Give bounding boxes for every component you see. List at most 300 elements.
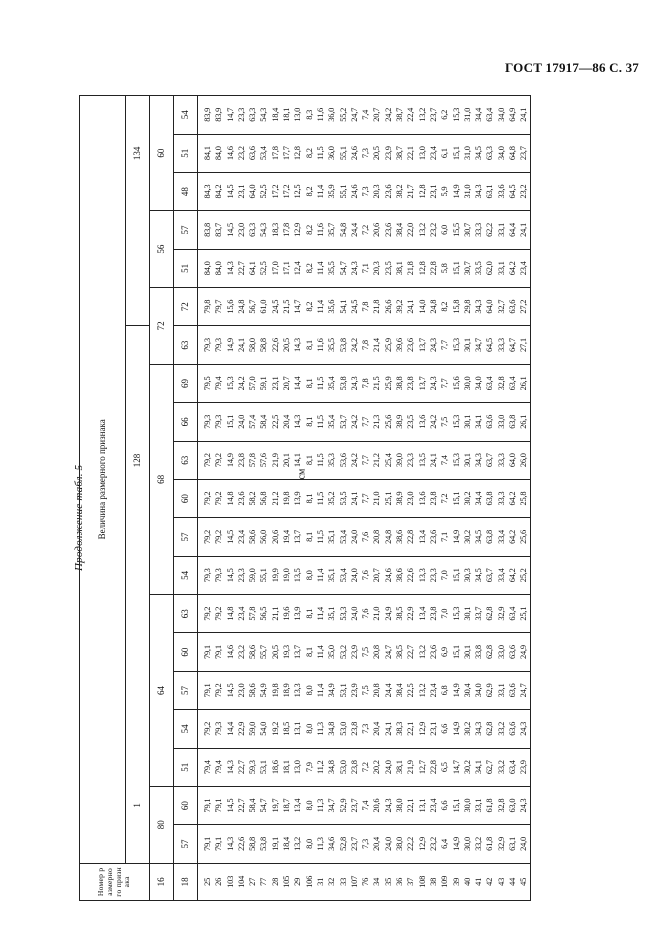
value-column-3-value: 23,9 xyxy=(519,760,529,775)
value-column-11 xyxy=(198,441,531,479)
value-column-18-value: 5,9 xyxy=(440,186,450,197)
row3-cell: 60 xyxy=(174,633,198,671)
value-column-17-value: 11,6 xyxy=(315,223,325,237)
value-column-7-value: 62,8 xyxy=(485,606,495,621)
value-column-18-value: 11,4 xyxy=(315,184,325,199)
value-column-15-value: 24,8 xyxy=(428,299,438,314)
value-column-12-value: 25,6 xyxy=(383,414,393,429)
value-column-13-value: 21,5 xyxy=(372,376,382,391)
value-column-6-value: 62,8 xyxy=(485,645,495,660)
value-column-7-value: 38,5 xyxy=(395,606,405,621)
value-column-12-value: 24,2 xyxy=(349,414,359,429)
feature-number-column-value: 76 xyxy=(361,877,371,886)
value-column-9-value: 13,4 xyxy=(417,530,427,544)
value-column-16-value: 35,5 xyxy=(327,261,337,276)
value-column-13-value: 79,4 xyxy=(214,376,224,391)
value-column-20-value: 38,7 xyxy=(395,107,405,122)
value-column-6-value: 13,7 xyxy=(293,645,303,660)
value-column-19-value: 20,5 xyxy=(372,146,382,161)
value-column-14-value: 25,9 xyxy=(383,338,393,353)
value-column-8-value: 63,7 xyxy=(485,568,495,583)
value-column-15-value: 21,5 xyxy=(282,299,292,314)
value-column-12-value: 7,5 xyxy=(440,416,450,427)
value-column-18 xyxy=(198,172,531,210)
value-column-5-value: 13,2 xyxy=(417,683,427,698)
value-column-20-value: 83,9 xyxy=(203,107,212,122)
value-column-8 xyxy=(198,556,531,594)
value-column-10-value: 30,2 xyxy=(462,491,472,506)
value-column-16-value: 52,5 xyxy=(259,261,269,276)
feature-number-column-value: 105 xyxy=(282,875,292,888)
value-column-9-value: 23,4 xyxy=(236,530,246,544)
value-column-2-value: 63,0 xyxy=(508,798,518,813)
value-column-18-value: 17,2 xyxy=(270,184,280,199)
value-column-1-value: 33,2 xyxy=(474,837,484,851)
value-column-15-value: 79,8 xyxy=(203,299,212,314)
value-column-1-value: 30,0 xyxy=(462,837,472,851)
value-column-20-value: 83,9 xyxy=(214,107,224,122)
value-column-13-value: 23,8 xyxy=(406,376,416,391)
value-column-18-value: 7,3 xyxy=(361,186,371,197)
value-column-2-value: 24,3 xyxy=(383,798,393,813)
value-column-11-value: 8,1 xyxy=(304,455,314,466)
value-column-12-value: 15,1 xyxy=(225,414,235,429)
value-column-13 xyxy=(198,364,531,402)
value-column-18-value: 64,5 xyxy=(508,184,518,199)
value-column-11-value: 15,3 xyxy=(451,453,461,468)
value-column-16 xyxy=(198,249,531,287)
value-column-4-value: 22,1 xyxy=(406,721,416,736)
value-column-1-value: 53,8 xyxy=(259,837,269,851)
value-column-15-value: 63,6 xyxy=(508,299,518,314)
value-column-10-value: 25,1 xyxy=(383,491,393,506)
value-column-12-value: 24,0 xyxy=(236,414,246,429)
value-column-6-value: 20,5 xyxy=(270,645,280,660)
value-column-13-value: 24,3 xyxy=(349,376,359,391)
value-column-20-value: 18,4 xyxy=(270,107,280,122)
value-column-9-value: 19,4 xyxy=(282,530,292,544)
feature-number-column-value: 106 xyxy=(304,875,314,888)
value-column-9-value: 79,2 xyxy=(214,530,224,544)
value-column-17 xyxy=(198,211,531,249)
value-column-19-value: 23,7 xyxy=(519,146,529,161)
value-column-14-value: 24,1 xyxy=(236,338,246,353)
value-column-1-value: 38,0 xyxy=(395,837,405,851)
value-column-14-value: 39,6 xyxy=(395,338,405,353)
feature-number-column-value: 38 xyxy=(428,877,438,886)
value-column-15-value: 14,0 xyxy=(417,299,427,314)
value-column-9-value: 24,0 xyxy=(349,530,359,544)
value-column-20-value: 54,3 xyxy=(259,107,269,122)
value-column-15-value: 32,7 xyxy=(496,299,506,314)
value-column-7-value: 13,4 xyxy=(417,606,427,621)
value-column-16-value: 12,4 xyxy=(293,261,303,276)
value-column-9-value: 7,1 xyxy=(440,532,450,542)
value-column-12-value: 38,9 xyxy=(395,414,405,429)
value-column-9-value: 33,4 xyxy=(496,530,506,544)
row2-68: 68 xyxy=(150,364,174,594)
value-column-10-value: 33,3 xyxy=(496,491,506,506)
value-column-17-value: 35,7 xyxy=(327,223,337,237)
value-column-14-value: 23,6 xyxy=(406,338,416,353)
value-column-19-value: 63,6 xyxy=(248,146,258,161)
value-column-7-value: 14,8 xyxy=(225,606,235,621)
units-label: см xyxy=(296,468,308,480)
value-column-8-value: 64,2 xyxy=(508,568,518,583)
value-column-20-value: 6,2 xyxy=(440,109,450,120)
value-column-3-value: 79,4 xyxy=(203,760,212,775)
value-column-11-value: 63,7 xyxy=(485,453,495,468)
value-column-20-value: 13,0 xyxy=(293,107,303,122)
value-column-17-value: 6,0 xyxy=(440,225,450,235)
feature-number-column-value: 36 xyxy=(395,877,405,886)
value-column-5-value: 6,8 xyxy=(440,685,450,696)
value-column-8-value: 25,2 xyxy=(519,568,529,583)
value-column-4-value: 22,9 xyxy=(236,721,246,736)
value-column-11-value: 20,1 xyxy=(282,453,292,468)
value-column-16-value: 64,1 xyxy=(248,261,258,276)
value-column-6-value: 79,1 xyxy=(214,645,224,660)
value-column-8-value: 11,4 xyxy=(315,568,325,583)
value-column-5-value: 7,5 xyxy=(361,685,371,696)
value-column-4-value: 18,5 xyxy=(282,721,292,736)
value-column-8-value: 19,9 xyxy=(270,568,280,583)
value-column-3-value: 6,5 xyxy=(440,762,450,773)
feature-number-column-value: 26 xyxy=(214,877,224,886)
value-column-4-value: 24,3 xyxy=(519,721,529,736)
value-column-4-value: 19,2 xyxy=(270,721,280,736)
value-column-8-value: 35,1 xyxy=(327,568,337,583)
value-column-18-value: 21,7 xyxy=(406,184,416,199)
value-column-19-value: 12,8 xyxy=(293,146,303,161)
group-label-128: 128 xyxy=(126,326,150,595)
value-column-3-value: 63,4 xyxy=(508,760,518,775)
value-column-7-value: 11,4 xyxy=(315,606,325,621)
value-column-14-value: 24,2 xyxy=(349,338,359,353)
value-column-16-value: 20,3 xyxy=(372,261,382,276)
value-column-4-value: 11,3 xyxy=(315,722,325,736)
value-column-20-value: 18,1 xyxy=(282,107,292,122)
value-column-6-value: 30,1 xyxy=(462,645,472,660)
value-column-19 xyxy=(198,134,531,172)
value-column-15-value: 29,8 xyxy=(462,299,472,314)
value-column-14-value: 24,3 xyxy=(428,338,438,353)
value-column-14-value: 53,8 xyxy=(338,338,348,353)
value-column-14-value: 27,1 xyxy=(519,338,529,353)
value-column-20-value: 15,3 xyxy=(451,107,461,122)
feature-number-column-value: 37 xyxy=(406,877,416,886)
value-column-11-value: 23,3 xyxy=(406,453,416,468)
value-column-10-value: 25,8 xyxy=(519,491,529,506)
value-column-5-value: 53,1 xyxy=(338,683,348,698)
value-column-1-value: 12,9 xyxy=(417,837,427,851)
value-column-7-value: 24,9 xyxy=(383,606,393,621)
value-column-18-value: 17,2 xyxy=(282,184,292,199)
value-column-10-value: 13,6 xyxy=(417,491,427,506)
value-column-2-value: 19,7 xyxy=(270,798,280,813)
value-column-10-value: 79,2 xyxy=(203,491,212,506)
value-column-7-value: 53,3 xyxy=(338,606,348,621)
value-column-11-value: 25,4 xyxy=(383,453,393,468)
value-column-20-value: 11,6 xyxy=(315,108,325,122)
value-column-8-value: 8,0 xyxy=(304,570,314,581)
value-column-2-value: 32,8 xyxy=(496,798,506,813)
value-column-10-value: 34,4 xyxy=(474,491,484,506)
feature-number-column-value: 33 xyxy=(338,877,348,886)
value-column-17-value: 12,9 xyxy=(293,223,303,237)
value-column-1-value: 63,1 xyxy=(508,837,518,851)
value-column-10-value: 58,2 xyxy=(248,491,258,506)
value-column-17-value: 83,8 xyxy=(203,223,212,237)
value-column-6-value: 14,6 xyxy=(225,645,235,660)
value-column-19-value: 17,7 xyxy=(282,146,292,161)
value-column-2-value: 58,4 xyxy=(248,798,258,813)
value-column-14-value: 8,1 xyxy=(304,340,314,351)
value-column-12-value: 53,7 xyxy=(338,414,348,429)
value-column-4 xyxy=(198,710,531,748)
value-column-11-value: 21,9 xyxy=(270,453,280,468)
value-column-5-value: 34,9 xyxy=(327,683,337,698)
value-column-7-value: 8,1 xyxy=(304,608,314,619)
value-column-14-value: 13,7 xyxy=(417,338,427,353)
value-column-7-value: 13,9 xyxy=(293,606,303,621)
value-column-15-value: 79,7 xyxy=(214,299,224,314)
value-column-10-value: 63,8 xyxy=(485,491,495,506)
feature-number-column-value: 45 xyxy=(519,877,529,886)
value-column-12-value: 63,8 xyxy=(508,414,518,429)
value-column-1-value: 8,0 xyxy=(304,839,314,849)
value-column-16-value: 22,8 xyxy=(428,261,438,276)
value-column-17-value: 13,2 xyxy=(417,223,427,237)
value-column-12-value: 30,1 xyxy=(462,414,472,429)
value-column-19-value: 13,0 xyxy=(417,146,427,161)
value-column-4-value: 8,0 xyxy=(304,723,314,734)
value-column-13-value: 13,7 xyxy=(417,376,427,391)
value-column-1-value: 7,3 xyxy=(361,839,371,849)
value-column-16-value: 15,1 xyxy=(451,261,461,276)
value-column-15-value: 24,8 xyxy=(236,299,246,314)
value-column-1-value: 24,0 xyxy=(519,837,529,851)
value-column-13-value: 25,9 xyxy=(383,376,393,391)
value-column-14-value: 79,3 xyxy=(214,338,224,353)
value-column-7-value: 23,8 xyxy=(428,606,438,621)
value-column-19-value: 6,1 xyxy=(440,148,450,159)
value-column-16-value: 21,8 xyxy=(406,261,416,276)
value-column-13-value: 79,5 xyxy=(203,376,212,391)
value-column-4-value: 20,4 xyxy=(372,721,382,736)
value-column-18-value: 24,6 xyxy=(349,184,359,199)
value-column-7-value: 23,4 xyxy=(236,606,246,621)
rotated-table-region xyxy=(73,95,584,901)
feature-number-column-value: 44 xyxy=(508,877,518,886)
value-column-12-value: 58,4 xyxy=(259,414,269,429)
value-column-2-value: 23,4 xyxy=(428,798,438,813)
value-column-5-value: 30,4 xyxy=(462,683,472,698)
value-column-12-value: 22,5 xyxy=(270,414,280,429)
value-column-6-value: 6,9 xyxy=(440,647,450,658)
row3-cell: 60 xyxy=(174,786,198,824)
value-column-17-value: 62,2 xyxy=(485,223,495,237)
value-column-2-value: 22,1 xyxy=(406,798,416,813)
value-column-2-value: 23,7 xyxy=(349,798,359,813)
value-column-13-value: 30,0 xyxy=(462,376,472,391)
value-column-20-value: 34,0 xyxy=(496,107,506,122)
feature-number-column-value: 108 xyxy=(417,875,427,888)
value-column-3-value: 22,8 xyxy=(428,760,438,775)
value-column-14-value: 15,3 xyxy=(451,338,461,353)
value-column-7 xyxy=(198,595,531,633)
value-column-5-value: 33,1 xyxy=(496,683,506,698)
row3-cell: 54 xyxy=(174,556,198,594)
value-column-4-value: 6,6 xyxy=(440,723,450,734)
value-column-6-value: 23,2 xyxy=(236,645,246,660)
value-column-20-value: 63,4 xyxy=(485,107,495,122)
feature-number-column-value: 107 xyxy=(349,875,359,888)
value-column-7-value: 21,0 xyxy=(372,606,382,621)
value-column-9-value: 58,6 xyxy=(248,530,258,544)
col-header-number xyxy=(80,863,150,900)
value-column-10-value: 15,1 xyxy=(451,491,461,506)
value-column-13-value: 38,8 xyxy=(395,376,405,391)
value-column-14-value: 7,8 xyxy=(361,340,371,351)
feature-number-column-value: 42 xyxy=(485,877,495,886)
value-column-3-value: 7,2 xyxy=(361,762,371,773)
value-column-15-value: 54,1 xyxy=(338,299,348,314)
value-column-7-value: 35,1 xyxy=(327,606,337,621)
value-column-18-value: 34,3 xyxy=(474,184,484,199)
value-column-2-value: 34,7 xyxy=(327,798,337,813)
value-column-1-value: 79,1 xyxy=(214,837,224,851)
value-column-2-value: 54,7 xyxy=(259,798,269,813)
value-column-5-value: 79,1 xyxy=(203,683,212,698)
row3-cell: 57 xyxy=(174,211,198,249)
value-column-19-value: 34,0 xyxy=(496,146,506,161)
value-column-13-value: 20,7 xyxy=(282,376,292,391)
value-column-3-value: 38,1 xyxy=(395,760,405,775)
value-column-14-value: 58,8 xyxy=(259,338,269,353)
value-column-1-value: 14,3 xyxy=(225,837,235,851)
value-column-4-value: 23,1 xyxy=(428,721,438,736)
value-column-10-value: 8,1 xyxy=(304,493,314,504)
value-column-18-value: 12,8 xyxy=(417,184,427,199)
value-column-7-value: 19,6 xyxy=(282,606,292,621)
value-column-8-value: 55,1 xyxy=(259,568,269,583)
value-column-6-value: 58,6 xyxy=(248,645,258,660)
value-column-13-value: 35,4 xyxy=(327,376,337,391)
value-column-6-value: 63,6 xyxy=(508,645,518,660)
value-column-2-value: 52,9 xyxy=(338,798,348,813)
value-column-14-value: 11,6 xyxy=(315,338,325,352)
value-column-6-value: 11,4 xyxy=(315,645,325,659)
value-column-10-value: 7,7 xyxy=(361,493,371,504)
value-column-2-value: 8,0 xyxy=(304,800,314,811)
value-column-13-value: 34,0 xyxy=(474,376,484,391)
value-column-3-value: 34,1 xyxy=(474,760,484,775)
value-column-5-value: 11,4 xyxy=(315,683,325,698)
row2-16: 16 xyxy=(150,863,174,900)
value-column-14 xyxy=(198,326,531,364)
value-column-8-value: 19,0 xyxy=(282,568,292,583)
col-header-values: Величина размерного признака xyxy=(80,96,126,864)
value-column-1-value: 6,4 xyxy=(440,839,450,849)
value-column-13-value: 15,6 xyxy=(451,376,461,391)
value-column-3-value: 62,7 xyxy=(485,760,495,775)
value-column-17-value: 8,2 xyxy=(304,225,314,235)
value-column-1-value: 19,1 xyxy=(270,837,280,851)
value-column-20-value: 24,1 xyxy=(519,107,529,122)
value-column-13-value: 32,8 xyxy=(496,376,506,391)
value-column-1-value: 34,6 xyxy=(327,837,337,851)
value-column-15 xyxy=(198,288,531,326)
value-column-19-value: 8,2 xyxy=(304,148,314,159)
value-column-4-value: 34,3 xyxy=(474,721,484,736)
value-column-10-value: 38,9 xyxy=(395,491,405,506)
value-column-10-value: 56,8 xyxy=(259,491,269,506)
value-column-17-value: 64,4 xyxy=(508,223,518,237)
value-column-4-value: 54,0 xyxy=(259,721,269,736)
value-column-12-value: 8,1 xyxy=(304,416,314,427)
value-column-14-value: 14,9 xyxy=(225,338,235,353)
value-column-16-value: 8,2 xyxy=(304,263,314,274)
feature-number-column-value: 40 xyxy=(462,877,472,886)
value-column-5 xyxy=(198,671,531,709)
value-column-6-value: 33,8 xyxy=(474,645,484,660)
value-column-13-value: 63,4 xyxy=(485,376,495,391)
value-column-12-value: 15,3 xyxy=(451,414,461,429)
value-column-8-value: 34,5 xyxy=(474,568,484,583)
value-column-8-value: 15,1 xyxy=(451,568,461,583)
value-column-7-value: 32,9 xyxy=(496,606,506,621)
value-column-1-value: 20,4 xyxy=(372,837,382,851)
value-column-11-value: 30,1 xyxy=(462,453,472,468)
value-column-3-value: 21,9 xyxy=(406,760,416,775)
value-column-3-value: 23,8 xyxy=(349,760,359,775)
feature-number-column-value: 28 xyxy=(270,877,280,886)
value-column-4-value: 53,0 xyxy=(338,721,348,736)
value-column-9-value: 8,1 xyxy=(304,532,314,542)
value-column-19-value: 64,8 xyxy=(508,146,518,161)
feature-number-column-value: 43 xyxy=(496,877,506,886)
value-column-15-value: 26,6 xyxy=(383,299,393,314)
col-header-number-text: Номер размерного признака xyxy=(96,867,132,897)
value-column-10-value: 35,2 xyxy=(327,491,337,506)
value-column-16-value: 23,5 xyxy=(383,261,393,276)
value-column-12-value: 79,3 xyxy=(214,414,224,429)
value-column-11-value: 35,3 xyxy=(327,453,337,468)
value-column-3-value: 18,1 xyxy=(282,760,292,775)
value-column-10 xyxy=(198,479,531,517)
value-column-7-value: 33,7 xyxy=(474,606,484,621)
row3-cell: 51 xyxy=(174,134,198,172)
row3-cell: 69 xyxy=(174,364,198,402)
value-column-5-value: 18,9 xyxy=(282,683,292,698)
value-column-9-value: 79,2 xyxy=(203,530,212,544)
value-column-10-value: 19,8 xyxy=(282,491,292,506)
value-column-1-value: 14,9 xyxy=(451,837,461,851)
value-column-5-value: 24,7 xyxy=(519,683,529,698)
value-column-19-value: 55,1 xyxy=(338,146,348,161)
feature-number-column-value: 31 xyxy=(315,877,325,886)
value-column-16-value: 33,1 xyxy=(496,261,506,276)
feature-number-column-value: 29 xyxy=(293,877,303,886)
value-column-13-value: 23,1 xyxy=(270,376,280,391)
value-column-6-value: 53,2 xyxy=(338,645,348,660)
value-column-15-value: 64,0 xyxy=(485,299,495,314)
value-column-18-value: 63,1 xyxy=(485,184,495,199)
value-column-12-value: 63,6 xyxy=(485,414,495,429)
value-column-18-value: 20,3 xyxy=(372,184,382,199)
value-column-20-value: 64,9 xyxy=(508,107,518,122)
